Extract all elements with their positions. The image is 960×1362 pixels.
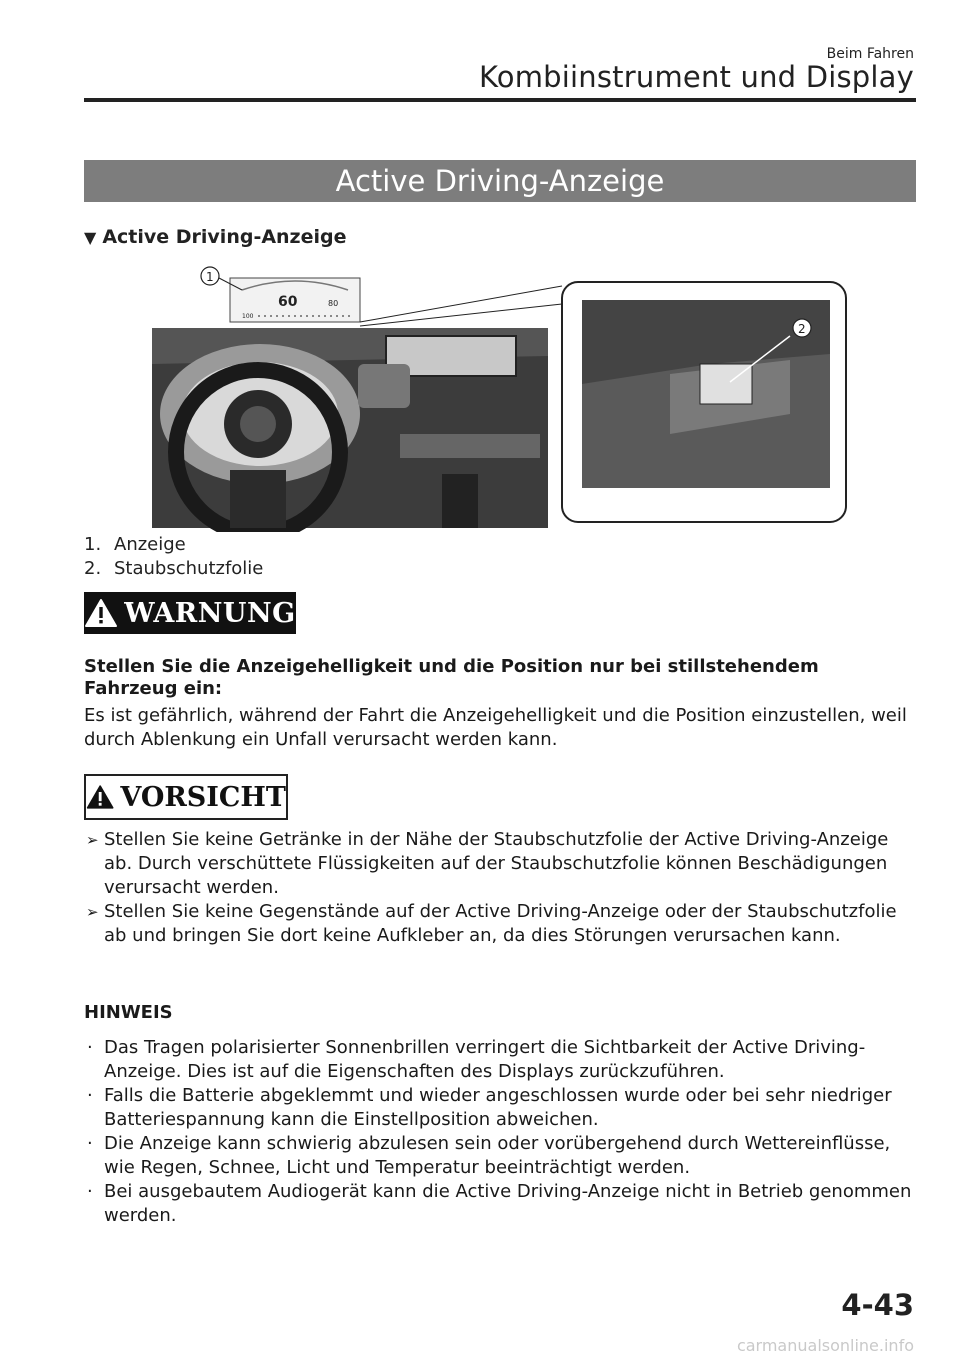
subheading-text: Active Driving-Anzeige [102, 226, 347, 248]
note-item-text: Bei ausgebautem Audiogerät kann die Active Driving-Anzeige nicht in Betrieb genommen werden. [104, 1181, 912, 1226]
caution-item [86, 828, 916, 900]
note-item [84, 1180, 916, 1228]
dashboard-photo [152, 328, 548, 532]
bullet-icon: · [87, 1037, 93, 1058]
arrow-right-icon: ➢ [86, 903, 99, 921]
note-item-text: Falls die Batterie abgeklemmt und wieder angeschlossen wurde oder bei sehr niedriger Batteriespannung kann die Einstellposition abweichen. [104, 1085, 892, 1130]
header-section: Beim Fahren [826, 46, 914, 62]
warning-heading: Stellen Sie die Anzeigehelligkeit und die Position nur bei stillstehendem Fahrzeug ein: [84, 656, 819, 699]
note-label: HINWEIS [84, 1002, 173, 1023]
warning-triangle-icon [84, 598, 118, 628]
bullet-icon: · [87, 1085, 93, 1106]
note-item-text: Die Anzeige kann schwierig abzulesen sein oder vorübergehend durch Wettereinflüsse, wie Regen, Schnee, Licht und Temperatur beeinträchtigt werden. [104, 1133, 891, 1178]
dashboard-illustration [150, 264, 850, 532]
caption-1-text: Anzeige [114, 534, 186, 555]
caption-2-text: Staubschutzfolie [114, 558, 264, 579]
caption-1 [84, 534, 186, 555]
caption-1-number: 1. [84, 534, 102, 555]
caution-triangle-icon [86, 782, 114, 812]
caution-badge [84, 774, 288, 820]
watermark: carmanualsonline.info [736, 1336, 914, 1355]
caution-item-text: Stellen Sie keine Gegenstände auf der Active Driving-Anzeige oder der Staubschutzfolie ab und bringen Sie dort keine Aufkleber an, da dies Störungen verursachen kann. [104, 901, 897, 946]
hud-inset [230, 278, 360, 322]
caution-item [86, 900, 916, 948]
caution-label: VORSICHT [120, 781, 286, 813]
hud-limit: 80 [328, 299, 339, 308]
hud-distance: 100 [242, 313, 254, 320]
section-title: Active Driving-Anzeige [84, 160, 916, 202]
caption-2-number: 2. [84, 558, 102, 579]
arrow-right-icon: ➢ [86, 831, 99, 849]
bullet-icon: · [87, 1181, 93, 1202]
subheading [84, 226, 347, 248]
note-item-text: Das Tragen polarisierter Sonnenbrillen verringert die Sichtbarkeit der Active Driving-Anzeige. Dies ist auf die Eigenschaften des Displays zurückzuführen. [104, 1037, 866, 1082]
caution-item-text: Stellen Sie keine Getränke in der Nähe der Staubschutzfolie der Active Driving-Anzeige ab. Durch verschüttete Flüssigkeiten auf der Staubschutzfolie können Beschädigungen verursacht werden. [104, 829, 889, 898]
callout-2-label: 2 [798, 322, 806, 336]
bullet-icon: · [87, 1133, 93, 1154]
warning-text: Es ist gefährlich, während der Fahrt die Anzeigehelligkeit und die Position einzustellen, weil durch Ablenkung ein Unfall verursacht werden kann. [84, 705, 907, 750]
triangle-down-icon: ▼ [84, 228, 97, 247]
note-item [84, 1084, 916, 1132]
page-number: 4-43 [841, 1288, 914, 1322]
note-list [84, 1036, 916, 1228]
hud-speed: 60 [278, 294, 298, 310]
callout-1-label: 1 [206, 270, 214, 284]
caption-2 [84, 558, 263, 579]
note-item [84, 1132, 916, 1180]
detail-photo [562, 282, 846, 522]
header-divider [84, 98, 916, 102]
warning-badge [84, 592, 296, 634]
caution-list [86, 828, 916, 948]
warning-label: WARNUNG [124, 597, 296, 629]
note-item [84, 1036, 916, 1084]
header-chapter: Kombiinstrument und Display [479, 60, 914, 94]
